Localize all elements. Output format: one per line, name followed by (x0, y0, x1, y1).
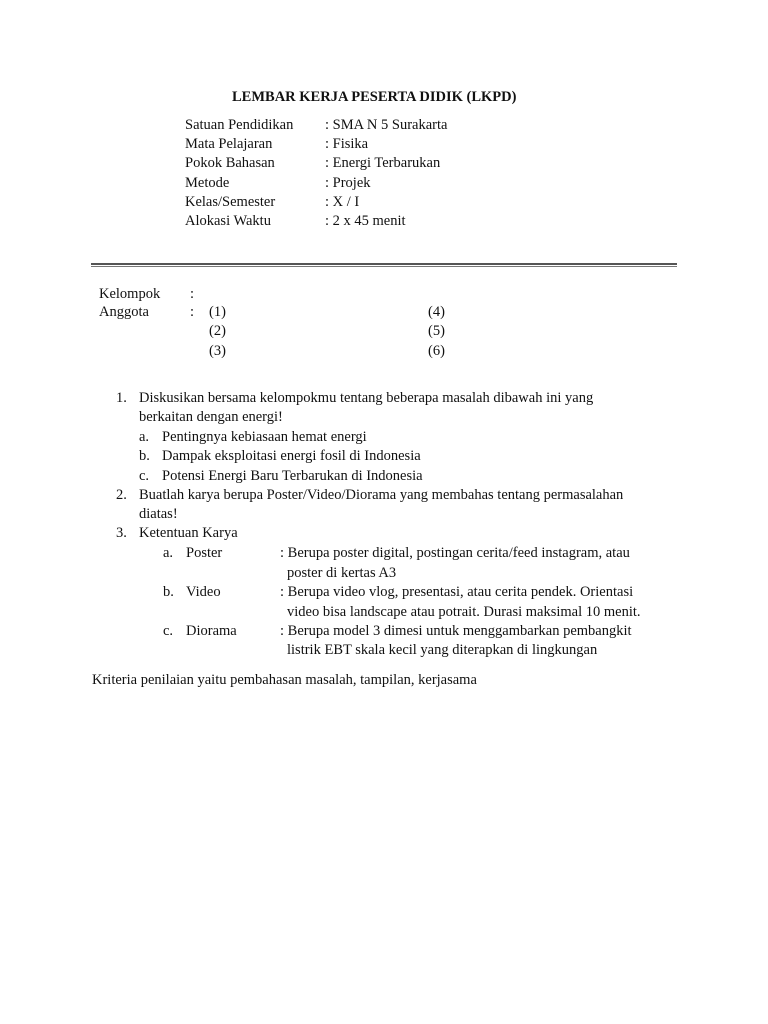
member-4: (4) (428, 304, 445, 320)
info-value-kelas: : X / I (325, 194, 360, 210)
info-label-mapel: Mata Pelajaran (185, 136, 273, 152)
info-value-pokok: : Energi Terbarukan (325, 155, 441, 171)
karya-video-letter: b. (163, 584, 174, 600)
task-1-sub-c-letter: c. (139, 468, 150, 484)
task-3-number: 3. (116, 525, 127, 541)
member-6: (6) (428, 343, 445, 359)
info-label-pokok: Pokok Bahasan (185, 155, 275, 171)
task-1-text-line2: berkaitan dengan energi! (139, 409, 283, 425)
karya-poster-letter: a. (163, 545, 174, 561)
member-1: (1) (209, 304, 226, 320)
task-2-number: 2. (116, 487, 127, 503)
karya-video-desc-line1: : Berupa video vlog, presentasi, atau cerita pendek. Orientasi (280, 584, 634, 600)
karya-diorama-letter: c. (163, 623, 174, 639)
divider-line-secondary (91, 266, 677, 267)
info-label-satuan: Satuan Pendidikan (185, 117, 294, 133)
info-value-metode: : Projek (325, 175, 371, 191)
task-1-sub-a-letter: a. (139, 429, 150, 445)
member-5: (5) (428, 323, 445, 339)
info-value-waktu: : 2 x 45 menit (325, 213, 406, 229)
info-label-kelas: Kelas/Semester (185, 194, 276, 210)
karya-diorama-desc-line1: : Berupa model 3 dimesi untuk menggambarkan pembangkit (280, 623, 632, 639)
member-2: (2) (209, 323, 226, 339)
task-2-text-line2: diatas! (139, 506, 178, 522)
task-3-title: Ketentuan Karya (139, 525, 238, 541)
info-value-satuan: : SMA N 5 Surakarta (325, 117, 448, 133)
info-label-waktu: Alokasi Waktu (185, 213, 271, 229)
task-1-sub-b-letter: b. (139, 448, 150, 464)
member-3: (3) (209, 343, 226, 359)
anggota-colon: : (190, 304, 195, 320)
kelompok-colon: : (190, 286, 195, 302)
criteria-text: Kriteria penilaian yaitu pembahasan masalah, tampilan, kerjasama (92, 672, 477, 688)
karya-poster-name: Poster (186, 545, 223, 561)
divider-line (91, 263, 677, 265)
karya-video-name: Video (186, 584, 221, 600)
info-label-metode: Metode (185, 175, 230, 191)
karya-poster-desc-line1: : Berupa poster digital, postingan cerita/feed instagram, atau (280, 545, 630, 561)
page-title: LEMBAR KERJA PESERTA DIDIK (LKPD) (232, 89, 517, 105)
task-1-text-line1: Diskusikan bersama kelompokmu tentang beberapa masalah dibawah ini yang (139, 390, 594, 406)
karya-diorama-name: Diorama (186, 623, 237, 639)
task-1-sub-c-text: Potensi Energi Baru Terbarukan di Indonesia (162, 468, 423, 484)
anggota-label: Anggota (99, 304, 149, 320)
karya-poster-desc-line2: poster di kertas A3 (287, 565, 397, 581)
karya-diorama-desc-line2: listrik EBT skala kecil yang diterapkan di lingkungan (287, 642, 598, 658)
task-1-sub-a-text: Pentingnya kebiasaan hemat energi (162, 429, 367, 445)
kelompok-label: Kelompok (99, 286, 161, 302)
karya-video-desc-line2: video bisa landscape atau potrait. Durasi maksimal 10 menit. (287, 604, 641, 620)
task-1-sub-b-text: Dampak eksploitasi energi fosil di Indonesia (162, 448, 421, 464)
info-value-mapel: : Fisika (325, 136, 369, 152)
task-1-number: 1. (116, 390, 127, 406)
task-2-text-line1: Buatlah karya berupa Poster/Video/Diorama yang membahas tentang permasalahan (139, 487, 624, 503)
